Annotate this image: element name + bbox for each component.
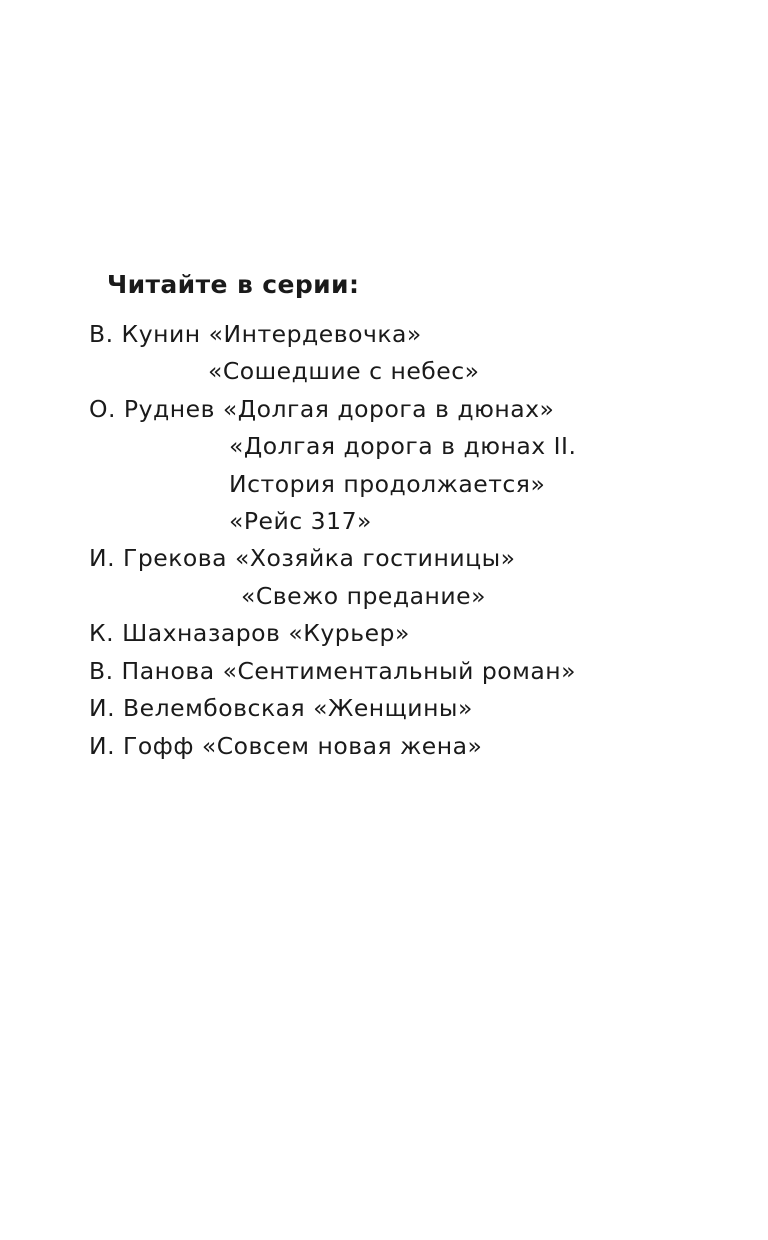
series-line-author: В. Панова «Сентиментальный роман» — [89, 657, 577, 685]
series-heading: Читайте в серии: — [107, 270, 360, 299]
series-line-author: И. Грекова «Хозяйка гостиницы» — [89, 544, 516, 572]
series-line-title: «Сошедшие с небес» — [208, 357, 480, 385]
series-line-title: «Рейс 317» — [229, 507, 372, 535]
series-line-title: «Свежо предание» — [241, 582, 486, 610]
series-line-author: О. Руднев «Долгая дорога в дюнах» — [89, 395, 555, 423]
series-line-title: «Долгая дорога в дюнах II. — [229, 432, 577, 460]
series-line-author: И. Велембовская «Женщины» — [89, 694, 473, 722]
series-line-author: И. Гофф «Совсем новая жена» — [89, 732, 483, 760]
series-line-author: К. Шахназаров «Курьер» — [89, 619, 410, 647]
series-line-title-continued: История продолжается» — [229, 470, 546, 498]
series-line-author: В. Кунин «Интердевочка» — [89, 320, 422, 348]
